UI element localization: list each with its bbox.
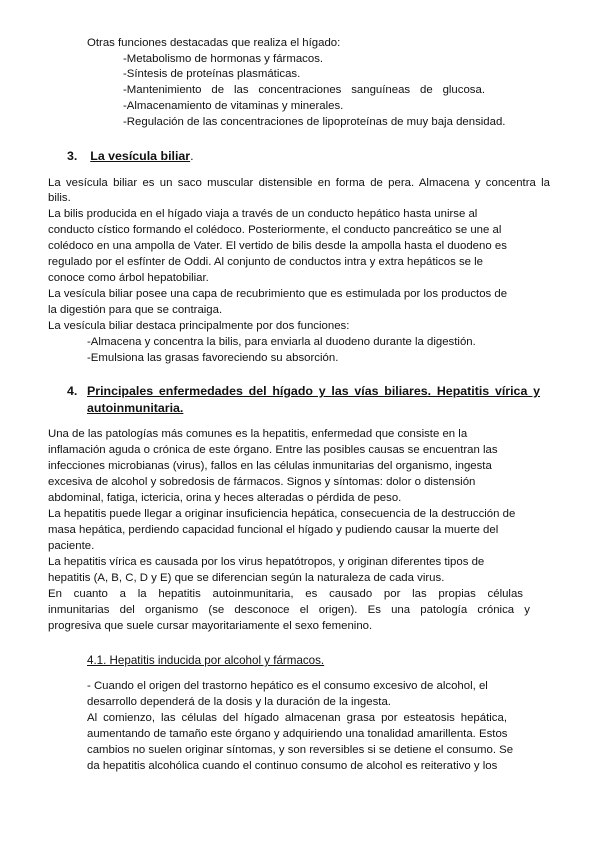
section-4-line: La hepatitis puede llegar a originar insuficiencia hepática, consecuencia de la destrucción de (48, 508, 516, 520)
subsection-4-1-line: desarrollo dependerá de la dosis y la duración de la ingesta. (87, 696, 391, 708)
section-4-title-line: Principales enfermedades del hígado y las vías biliares. Hepatitis vírica y (87, 384, 540, 398)
section-3-title-suffix: . (190, 149, 194, 163)
section-3-line: conducto cístico formando el colédoco. Posteriormente, el conducto pancreático se une al (48, 224, 502, 236)
intro-item: -Mantenimiento de las concentraciones sanguíneas de glucosa. (123, 84, 485, 96)
section-3-line: La vesícula biliar posee una capa de recubrimiento que es estimulada por los productos de (48, 288, 508, 300)
section-3-list-item: -Emulsiona las grasas favoreciendo su absorción. (87, 352, 339, 364)
section-3-title: La vesícula biliar (90, 149, 191, 163)
section-4-line: excesiva de alcohol y sobredosis de fármacos. Signos y síntomas: dolor o distensión (48, 476, 476, 488)
subsection-4-1-title: 4.1. Hepatitis inducida por alcohol y fármacos. (87, 654, 325, 667)
intro-item: -Metabolismo de hormonas y fármacos. (123, 53, 324, 65)
section-3-line: La vesícula biliar destaca principalmente por dos funciones: (48, 320, 350, 332)
section-3-heading (67, 148, 194, 164)
section-3-line: La vesícula biliar es un saco muscular distensible en forma de pera. Almacena y concentra la (48, 177, 550, 189)
intro-item: -Almacenamiento de vitaminas y minerales. (123, 100, 344, 112)
subsection-4-1-line: cambios no suelen originar síntomas, y son reversibles si se detiene el consumo. Se (87, 744, 514, 756)
section-3-line: la digestión para que se contraiga. (48, 304, 223, 316)
section-4-line: Una de las patologías más comunes es la hepatitis, enfermedad que consiste en la (48, 428, 468, 440)
section-4-title-line: autoinmunitaria. (87, 401, 184, 415)
section-4-line: paciente. (48, 540, 95, 552)
intro-item: -Regulación de las concentraciones de lipoproteínas de muy baja densidad. (123, 116, 506, 128)
section-4-number: 4. (67, 384, 78, 398)
section-4-line: inflamación aguda o crónica de este órgano. Entre las posibles causas se encuentran las (48, 444, 498, 456)
section-3-line: La bilis producida en el hígado viaja a través de un conducto hepático hasta unirse al (48, 208, 478, 220)
section-4-line: abdominal, fatiga, ictericia, orina y heces alteradas o pérdida de peso. (48, 492, 402, 504)
section-3-line: regulado por el esfínter de Oddi. Al conjunto de conductos intra y extra hepáticos se le (48, 256, 484, 268)
section-3-line: bilis. (48, 192, 71, 204)
section-4-line: inmunitarias del organismo (se desconoce el origen). Es una patología crónica y (48, 604, 530, 616)
subsection-4-1-line: - Cuando el origen del trastorno hepático es el consumo excesivo de alcohol, el (87, 680, 488, 692)
subsection-4-1-line: aumentando de tamaño este órgano y adquiriendo una tonalidad amarillenta. Estos (87, 728, 508, 740)
section-4-line: masa hepática, perdiendo capacidad funcional el hígado y pudiendo causar la muerte del (48, 524, 499, 536)
section-3-line: conoce como árbol hepatobiliar. (48, 272, 209, 284)
section-4-line: progresiva que suele cursar mayoritariamente el sexo femenino. (48, 620, 373, 632)
intro-item: -Síntesis de proteínas plasmáticas. (123, 68, 301, 80)
intro-title: Otras funciones destacadas que realiza el hígado: (87, 37, 341, 49)
subsection-4-1-line: Al comienzo, las células del hígado almacenan grasa por esteatosis hepática, (87, 712, 507, 724)
section-4-line: hepatitis (A, B, C, D y E) que se diferencian según la naturaleza de cada virus. (48, 572, 445, 584)
section-4-line: En cuanto a la hepatitis autoinmunitaria, es causado por las propias células (48, 588, 523, 600)
subsection-4-1-line: da hepatitis alcohólica cuando el continuo consumo de alcohol es reiterativo y los (87, 760, 498, 772)
section-3-number: 3. (67, 149, 78, 163)
section-4-line: La hepatitis vírica es causada por los virus hepatótropos, y originan diferentes tipos de (48, 556, 485, 568)
section-3-list-item: -Almacena y concentra la bilis, para enviarla al duodeno durante la digestión. (87, 336, 476, 348)
section-3-line: colédoco en una ampolla de Vater. El vertido de bilis desde la ampolla hasta el duodeno es (48, 240, 507, 252)
section-4-line: infecciones microbianas (virus), fallos en las células inmunitarias del organismo, ingesta (48, 460, 492, 472)
